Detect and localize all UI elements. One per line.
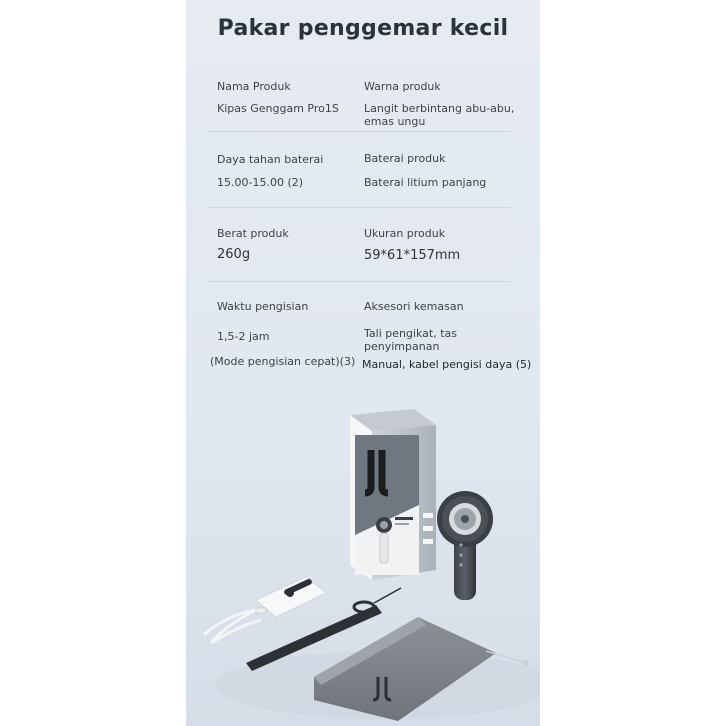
battery-value: Baterai litium panjang: [364, 176, 487, 189]
product-name-label: Nama Produk: [217, 80, 291, 93]
row-divider: [208, 131, 510, 132]
charging-cable: [204, 608, 266, 643]
accessory-value-line2: penyimpanan: [364, 340, 440, 353]
charge-time-label: Waktu pengisian: [217, 300, 309, 313]
product-name-value: Kipas Genggam Pro1S: [217, 102, 339, 115]
product-photo: [186, 395, 540, 726]
weight-label: Berat produk: [217, 227, 289, 240]
product-color-value-line1: Langit berbintang abu-abu,: [364, 102, 515, 115]
retail-box: [350, 409, 436, 580]
weight-value: 260g: [217, 247, 251, 262]
battery-life-value: 15.00-15.00 (2): [217, 176, 304, 189]
product-spec-panel: [186, 0, 540, 726]
product-illustration: [186, 395, 540, 726]
accessory-value-line1: Tali pengikat, tas: [364, 327, 458, 340]
row-divider: [208, 281, 510, 282]
battery-label: Baterai produk: [364, 152, 446, 165]
manual-card: [256, 577, 326, 617]
page-title: Pakar penggemar kecil: [217, 16, 509, 41]
battery-life-label: Daya tahan baterai: [217, 153, 324, 166]
charge-mode-note: (Mode pengisian cepat)(3): [210, 355, 356, 368]
accessory-value-line3: Manual, kabel pengisi daya (5): [362, 358, 532, 371]
row-divider: [208, 207, 510, 208]
accessory-label: Aksesori kemasan: [364, 300, 464, 313]
product-color-label: Warna produk: [364, 80, 441, 93]
product-color-value-line2: emas ungu: [364, 115, 426, 128]
handheld-fan: [437, 491, 493, 600]
size-label: Ukuran produk: [364, 227, 446, 240]
size-value: 59*61*157mm: [364, 248, 461, 263]
charge-time-value: 1,5-2 jam: [217, 330, 270, 343]
